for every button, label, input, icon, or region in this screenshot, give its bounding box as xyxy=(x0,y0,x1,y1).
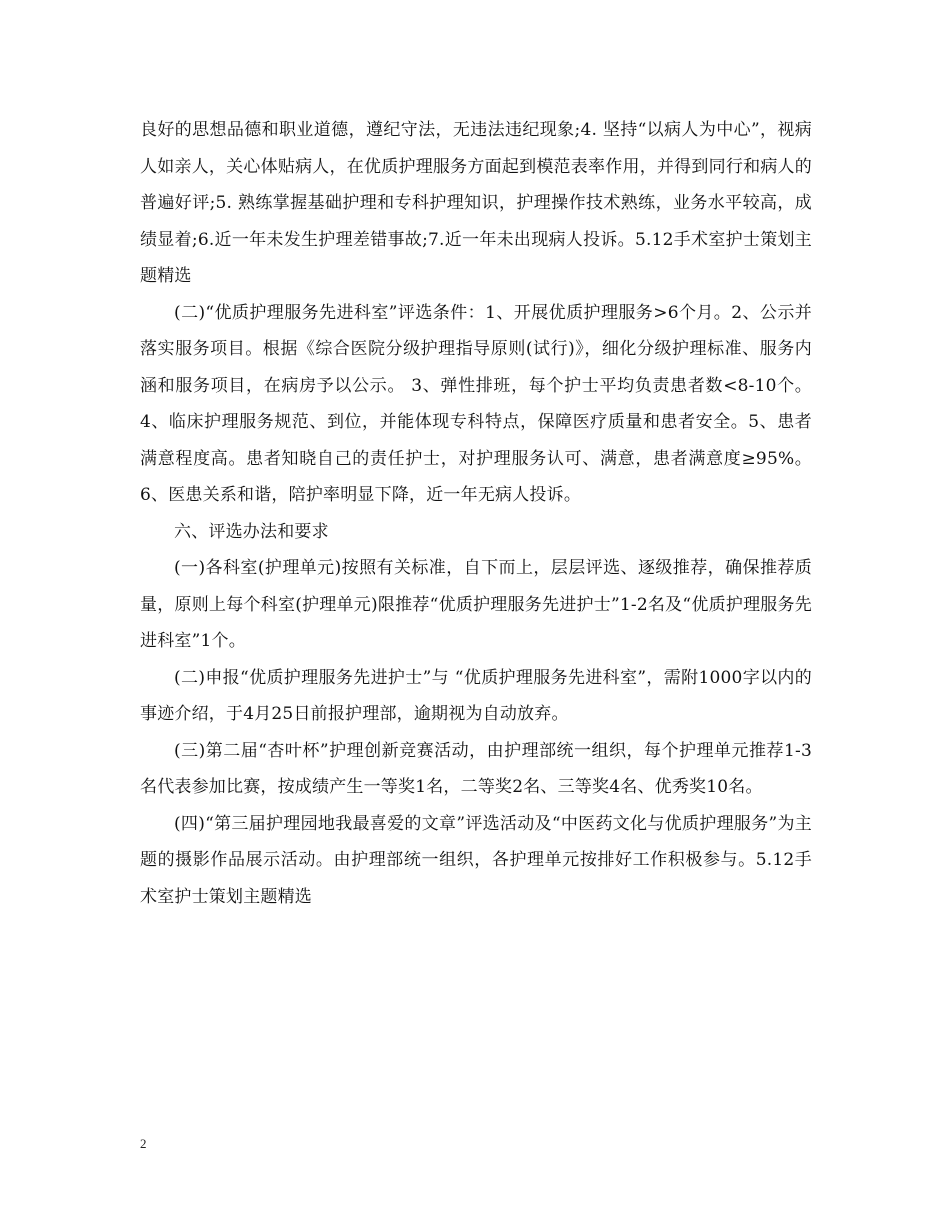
paragraph-5: (二)申报“优质护理服务先进护士”与 “优质护理服务先进科室”，需附1000字以内的事迹介绍，于4月25日前报护理部，逾期视为自动放弃。 xyxy=(140,667,812,724)
paragraph-7: (四)“第三届护理园地我最喜爱的文章”评选活动及“中医药文化与优质护理服务”为主题的摄影作品展示活动。由护理部统一组织，各护理单元按排好工作积极参与。5.12手术室护士策划主题精选 xyxy=(140,813,812,907)
document-body xyxy=(140,112,812,915)
paragraph-4: (一)各科室(护理单元)按照有关标准，自下而上，层层评选、逐级推荐，确保推荐质量，原则上每个科室(护理单元)限推荐“优质护理服务先进护士”1-2名及“优质护理服务先进科室”1个。 xyxy=(140,558,812,651)
page-number: 2 xyxy=(140,1136,147,1151)
paragraph-2: (二)“优质护理服务先进科室”评选条件：1、开展优质护理服务>6个月。2、公示并落实服务项目。根据《综合医院分级护理指导原则(试行)》，细化分级护理标准、服务内涵和服务项目，在病房予以公示。 3、弹性排班，每个护士平均负责患者数<8-10个。4、临床护理服务规范、到位，并能体现专科特点，保障医疗质量和患者安全。5、患者满意程度高。患者知晓自己的责任护士，对护理服务认可、满意，患者满意度≥95%。 6、医患关系和谐，陪护率明显下降，近一年无病人投诉。 xyxy=(140,302,812,505)
paragraph-6: (三)第二届“杏叶杯”护理创新竞赛活动，由护理部统一组织，每个护理单元推荐1-3名代表参加比赛，按成绩产生一等奖1名，二等奖2名、三等奖4名、优秀奖10名。 xyxy=(140,740,812,797)
section-heading: 六、评选办法和要求 xyxy=(174,521,329,542)
paragraph-1: 良好的思想品德和职业道德，遵纪守法，无违法违纪现象;4. 坚持“以病人为中心”，视病人如亲人，关心体贴病人，在优质护理服务方面起到模范表率作用，并得到同行和病人的普遍好评;5. 熟练掌握基础护理和专科护理知识，护理操作技术熟练，业务水平较高，成绩显着;6.近一年未发生护理差错事故;7.近一年未出现病人投诉。5.12手术室护士策划主题精选 xyxy=(140,120,812,286)
